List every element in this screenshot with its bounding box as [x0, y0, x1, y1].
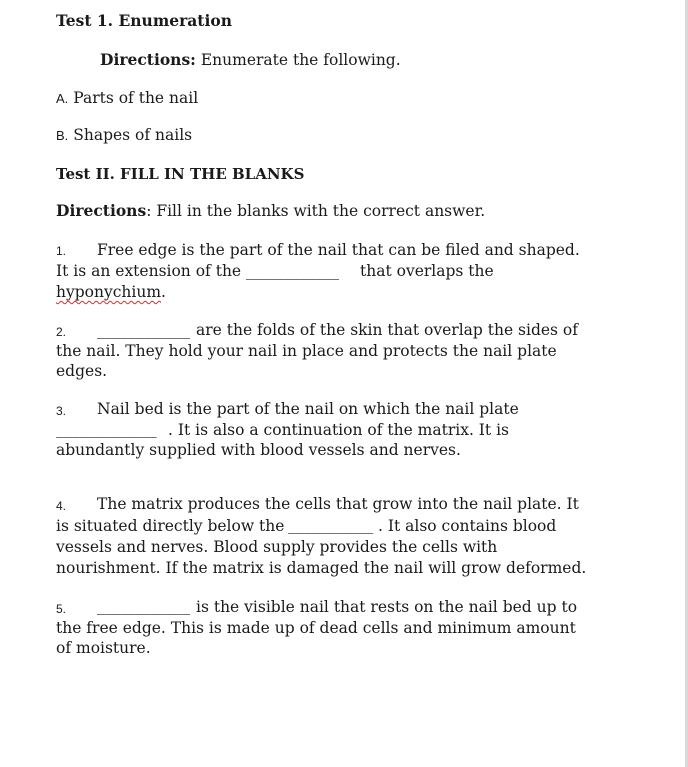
question-text: It is an extension of the: [56, 262, 242, 280]
spellcheck-word: hyponychium: [56, 283, 162, 301]
question-number: 3.: [56, 404, 67, 418]
answer-blank: ____________: [97, 321, 190, 339]
list-item-text: Shapes of nails: [73, 126, 193, 144]
question-number: 1.: [56, 244, 67, 258]
list-item-letter: A.: [56, 91, 69, 106]
question-text: Nail bed is the part of the nail on which the nail plate: [97, 400, 519, 418]
directions-label: Directions:: [100, 50, 196, 69]
test2-title: Test II. FILL IN THE BLANKS: [56, 165, 305, 183]
question-text: edges.: [56, 362, 108, 380]
question-text: . It is also a continuation of the matrix. It is: [168, 421, 509, 439]
question-text: of moisture.: [56, 639, 151, 657]
directions-text: Enumerate the following.: [200, 51, 401, 69]
question-text: is the visible nail that rests on the nail bed up to: [196, 598, 578, 616]
test1-title: Test 1. Enumeration: [56, 11, 232, 30]
question-text: vessels and nerves. Blood supply provides the cells with: [56, 538, 498, 556]
punctuation: .: [161, 283, 166, 301]
directions-text: : Fill in the blanks with the correct answer.: [146, 202, 486, 220]
question-text: the free edge. This is made up of dead cells and minimum amount: [56, 619, 576, 637]
question-text: . It also contains blood: [378, 517, 557, 535]
question-text: Free edge is the part of the nail that can be filed and shaped.: [97, 241, 580, 259]
question-text: are the folds of the skin that overlap the sides of: [196, 321, 579, 339]
question-number: 4.: [56, 499, 67, 513]
question-text: The matrix produces the cells that grow into the nail plate. It: [97, 495, 579, 513]
list-item-text: Parts of the nail: [73, 89, 199, 107]
list-item: [56, 88, 198, 109]
list-item: [56, 125, 192, 146]
answer-blank: ____________: [97, 597, 190, 615]
test1-directions: [100, 50, 401, 70]
answer-blank: _____________: [56, 420, 157, 438]
question-text: is situated directly below the: [56, 517, 285, 535]
answer-blank: ____________: [246, 262, 339, 280]
test2-directions: [56, 201, 485, 221]
question-number: 5.: [56, 602, 67, 616]
directions-label: Directions: [56, 201, 147, 220]
question-text: [56, 282, 166, 302]
question-text: the nail. They hold your nail in place and protects the nail plate: [56, 342, 557, 360]
question-text: abundantly supplied with blood vessels and nerves.: [56, 441, 461, 459]
question-text: nourishment. If the matrix is damaged the nail will grow deformed.: [56, 559, 587, 577]
answer-blank: ___________: [288, 516, 374, 534]
list-item-letter: B.: [56, 128, 69, 143]
question-number: 2.: [56, 325, 67, 339]
question-text: that overlaps the: [360, 262, 494, 280]
